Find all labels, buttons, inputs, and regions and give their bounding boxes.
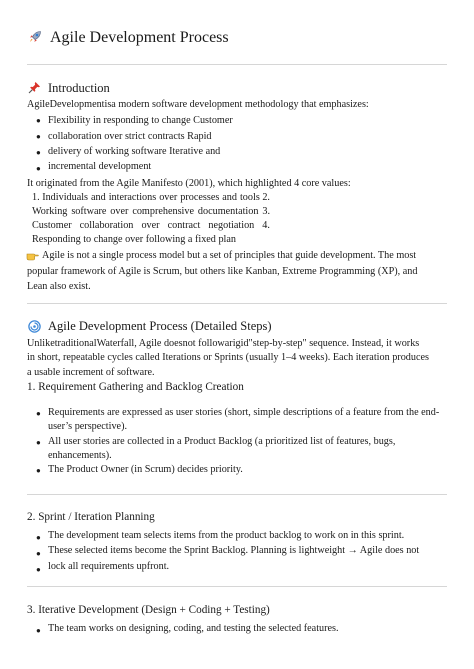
- process-lead-line: UnliketraditionalWaterfall, Agile doesnot followarigid"step-by-step" sequence. Instead, it works: [27, 338, 420, 349]
- cyclone-icon: [28, 320, 41, 338]
- bullet: ●: [36, 164, 41, 173]
- list-item: These selected items become the Sprint Backlog. Planning is lightweight → Agile does not: [48, 545, 420, 556]
- list-item: collaboration over strict contracts Rapid: [48, 131, 212, 142]
- bullet: ●: [36, 148, 41, 157]
- list-item: The development team selects items from the product backlog to work on in this sprint.: [48, 530, 405, 541]
- bullet: ●: [36, 626, 41, 635]
- divider: [27, 586, 447, 587]
- bullet: ●: [36, 565, 41, 574]
- pushpin-icon: [28, 81, 41, 99]
- intro-lead: AgileDevelopmentisa modern software development methodology that emphasizes:: [27, 99, 369, 110]
- note-line: Lean also exist.: [27, 281, 91, 292]
- bullet: ●: [36, 466, 41, 475]
- values-line-4: Responding to change over following a fixed plan: [32, 234, 236, 245]
- step-heading-2: 2. Sprint / Iteration Planning: [27, 511, 155, 523]
- list-item: All user stories are collected in a Product Backlog (a prioritized list of features, bugs,: [48, 436, 396, 447]
- process-lead-line: in short, repeatable cycles called Iterations or Sprints (usually 1–4 weeks). Each iteration produces: [27, 352, 429, 363]
- list-item: incremental development: [48, 161, 152, 172]
- list-item: Flexibility in responding to change Customer: [48, 115, 233, 126]
- note-line: popular framework of Agile is Scrum, but others like Kanban, Extreme Programming (XP), and: [27, 266, 418, 277]
- divider: [27, 494, 447, 495]
- bullet: ●: [36, 409, 41, 418]
- process-lead-line: a usable increment of software.: [27, 367, 155, 378]
- page-title: Agile Development Process: [50, 29, 229, 46]
- list-item: The team works on designing, coding, and testing the selected features.: [48, 623, 339, 634]
- bullet: ●: [36, 438, 41, 447]
- divider: [27, 303, 447, 304]
- values-line-1: 1. Individuals and interactions over processes and tools 2.: [32, 192, 270, 203]
- rocket-icon: [28, 30, 42, 49]
- bullet: ●: [36, 533, 41, 542]
- note-line: Agile is not a single process model but a set of principles that guide development. The most: [42, 250, 417, 261]
- list-item: lock all requirements upfront.: [48, 561, 170, 572]
- list-item: delivery of working software Iterative and: [48, 146, 221, 157]
- values-line-3: Customer collaboration over contract negotiation 4.: [32, 220, 270, 231]
- list-item: Requirements are expressed as user stories (short, simple descriptions of a feature from the end-: [48, 407, 440, 418]
- values-line-2: Working software over comprehensive documentation 3.: [32, 206, 270, 217]
- pointing-hand-icon: [26, 248, 39, 266]
- list-item: The Product Owner (in Scrum) decides priority.: [48, 464, 243, 475]
- divider: [27, 64, 447, 65]
- manifesto-lead: It originated from the Agile Manifesto (2001), which highlighted 4 core values:: [27, 178, 351, 189]
- bullet: ●: [36, 132, 41, 141]
- section-heading-introduction: Introduction: [48, 81, 110, 95]
- bullet: ●: [36, 116, 41, 125]
- list-item-cont: enhancements).: [48, 450, 112, 461]
- step-heading-3: 3. Iterative Development (Design + Coding + Testing): [27, 604, 270, 616]
- bullet: ●: [36, 549, 41, 558]
- list-item-cont: user’s perspective).: [48, 421, 128, 432]
- step-heading-1: 1. Requirement Gathering and Backlog Creation: [27, 381, 244, 393]
- section-heading-process: Agile Development Process (Detailed Steps): [48, 319, 272, 333]
